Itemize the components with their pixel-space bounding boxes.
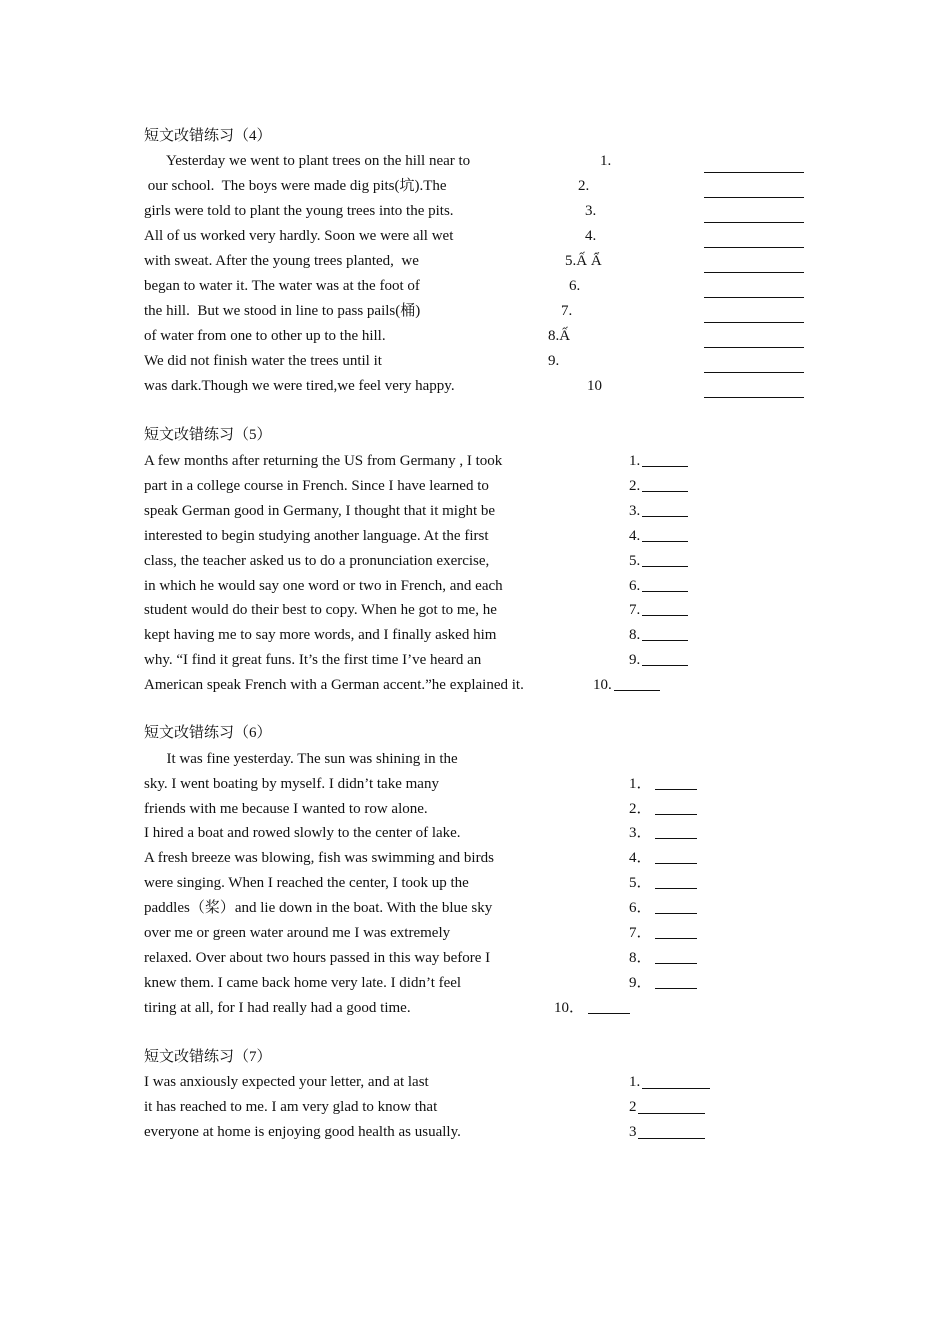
- passage-line: part in a college course in French. Since I have learned to: [144, 478, 489, 494]
- answer-blank[interactable]: [655, 938, 697, 939]
- answer-blank[interactable]: [642, 566, 688, 567]
- passage-line: Yesterday we went to plant trees on the hill near to: [144, 153, 471, 169]
- answer-number: 6．: [629, 900, 652, 916]
- passage-line: sky. I went boating by myself. I didn’t take many: [144, 776, 439, 792]
- passage-line: We did not finish water the trees until it: [144, 353, 382, 369]
- passage-line: interested to begin studying another language. At the first: [144, 528, 489, 544]
- passage-line: it has reached to me. I am very glad to know that: [144, 1099, 438, 1115]
- answer-blank[interactable]: [642, 541, 688, 542]
- answer-number: 4.: [585, 228, 597, 244]
- passage-line: were singing. When I reached the center, I took up the: [144, 875, 469, 891]
- answer-blank[interactable]: [704, 322, 804, 323]
- passage-line: of water from one to other up to the hill.: [144, 328, 386, 344]
- answer-blank[interactable]: [704, 172, 804, 173]
- answer-number: 1.: [600, 153, 612, 169]
- answer-number: 9.: [629, 652, 641, 668]
- answer-number: 10.: [593, 677, 612, 693]
- answer-blank[interactable]: [655, 963, 697, 964]
- passage-line: kept having me to say more words, and I finally asked him: [144, 627, 497, 643]
- answer-blank[interactable]: [642, 665, 688, 666]
- answer-number: 3.: [629, 503, 641, 519]
- passage-line: I was anxiously expected your letter, and at last: [144, 1074, 429, 1090]
- answer-blank[interactable]: [655, 888, 697, 889]
- passage-line: our school. The boys were made dig pits(坑).The: [144, 178, 447, 194]
- answer-number: 10．: [554, 1000, 585, 1016]
- answer-blank[interactable]: [655, 814, 697, 815]
- answer-number: 5.: [629, 553, 641, 569]
- passage-line: A few months after returning the US from Germany , I took: [144, 453, 503, 469]
- answer-number: 2.: [629, 478, 641, 494]
- passage-line: girls were told to plant the young trees into the pits.: [144, 203, 454, 219]
- answer-blank[interactable]: [704, 297, 804, 298]
- answer-number: 6.: [629, 578, 641, 594]
- passage-line: over me or green water around me I was extremely: [144, 925, 451, 941]
- answer-blank[interactable]: [655, 913, 697, 914]
- answer-number: 7．: [629, 925, 652, 941]
- answer-blank[interactable]: [642, 516, 688, 517]
- passage-line: relaxed. Over about two hours passed in this way before I: [144, 950, 491, 966]
- passage-line: American speak French with a German accent.”he explained it.: [144, 677, 524, 693]
- passage-line: It was fine yesterday. The sun was shining in the: [144, 751, 458, 767]
- answer-number: 2.: [578, 178, 590, 194]
- answer-number: 2．: [629, 801, 652, 817]
- answer-number: 8．: [629, 950, 652, 966]
- answer-number: 1.: [629, 453, 641, 469]
- passage-line: tiring at all, for I had really had a good time.: [144, 1000, 411, 1016]
- answer-blank[interactable]: [704, 197, 804, 198]
- answer-number: 7.: [561, 303, 573, 319]
- answer-number: 6.: [569, 278, 581, 294]
- answer-blank[interactable]: [704, 397, 804, 398]
- answer-blank[interactable]: [642, 591, 688, 592]
- passage-line: A fresh breeze was blowing, fish was swimming and birds: [144, 850, 494, 866]
- answer-number: 7.: [629, 602, 641, 618]
- answer-number: 4.: [629, 528, 641, 544]
- answer-blank[interactable]: [704, 222, 804, 223]
- answer-number: 4．: [629, 850, 652, 866]
- answer-number: 3.: [585, 203, 597, 219]
- answer-number: 1．: [629, 776, 652, 792]
- answer-number: 5．: [629, 875, 652, 891]
- answer-number: 5.Ấ Ẩ: [565, 253, 602, 269]
- answer-number: 9．: [629, 975, 652, 991]
- answer-blank[interactable]: [704, 372, 804, 373]
- section-title: 短文改错练习（7）: [144, 1049, 272, 1065]
- answer-blank[interactable]: [704, 247, 804, 248]
- answer-blank[interactable]: [704, 272, 804, 273]
- passage-line: paddles（桨）and lie down in the boat. With the blue sky: [144, 900, 493, 916]
- answer-blank[interactable]: [642, 640, 688, 641]
- answer-number: 1.: [629, 1074, 641, 1090]
- section-title: 短文改错练习（5）: [144, 427, 272, 443]
- passage-line: why. “I find it great funs. It’s the first time I’ve heard an: [144, 652, 482, 668]
- passage-line: friends with me because I wanted to row alone.: [144, 801, 428, 817]
- passage-line: the hill. But we stood in line to pass pails(桶): [144, 303, 421, 319]
- answer-number: 10: [587, 378, 602, 394]
- passage-line: knew them. I came back home very late. I didn’t feel: [144, 975, 462, 991]
- answer-blank[interactable]: [655, 988, 697, 989]
- passage-line: began to water it. The water was at the foot of: [144, 278, 420, 294]
- passage-line: in which he would say one word or two in French, and each: [144, 578, 503, 594]
- section-title: 短文改错练习（4）: [144, 128, 272, 144]
- passage-line: speak German good in Germany, I thought that it might be: [144, 503, 496, 519]
- answer-blank[interactable]: [642, 491, 688, 492]
- passage-line: I hired a boat and rowed slowly to the center of lake.: [144, 825, 461, 841]
- answer-blank[interactable]: [642, 615, 688, 616]
- answer-blank[interactable]: [642, 1088, 710, 1089]
- answer-blank[interactable]: [655, 789, 697, 790]
- answer-blank[interactable]: [642, 466, 688, 467]
- answer-blank[interactable]: [704, 347, 804, 348]
- passage-line: was dark.Though we were tired,we feel very happy.: [144, 378, 455, 394]
- answer-blank[interactable]: [638, 1138, 705, 1139]
- section-title: 短文改错练习（6）: [144, 725, 272, 741]
- passage-line: All of us worked very hardly. Soon we were all wet: [144, 228, 454, 244]
- passage-line: student would do their best to copy. When he got to me, he: [144, 602, 497, 618]
- answer-blank[interactable]: [588, 1013, 630, 1014]
- passage-line: everyone at home is enjoying good health as usually.: [144, 1124, 461, 1140]
- answer-number: 2: [629, 1099, 637, 1115]
- answer-number: 8.: [629, 627, 641, 643]
- answer-number: 9.: [548, 353, 560, 369]
- answer-number: 3．: [629, 825, 652, 841]
- answer-blank[interactable]: [655, 863, 697, 864]
- passage-line: class, the teacher asked us to do a pronunciation exercise,: [144, 553, 490, 569]
- passage-line: with sweat. After the young trees planted, we: [144, 253, 419, 269]
- answer-blank[interactable]: [638, 1113, 705, 1114]
- answer-blank[interactable]: [614, 690, 660, 691]
- answer-blank[interactable]: [655, 838, 697, 839]
- answer-number: 3: [629, 1124, 637, 1140]
- answer-number: 8.Ấ: [548, 328, 571, 344]
